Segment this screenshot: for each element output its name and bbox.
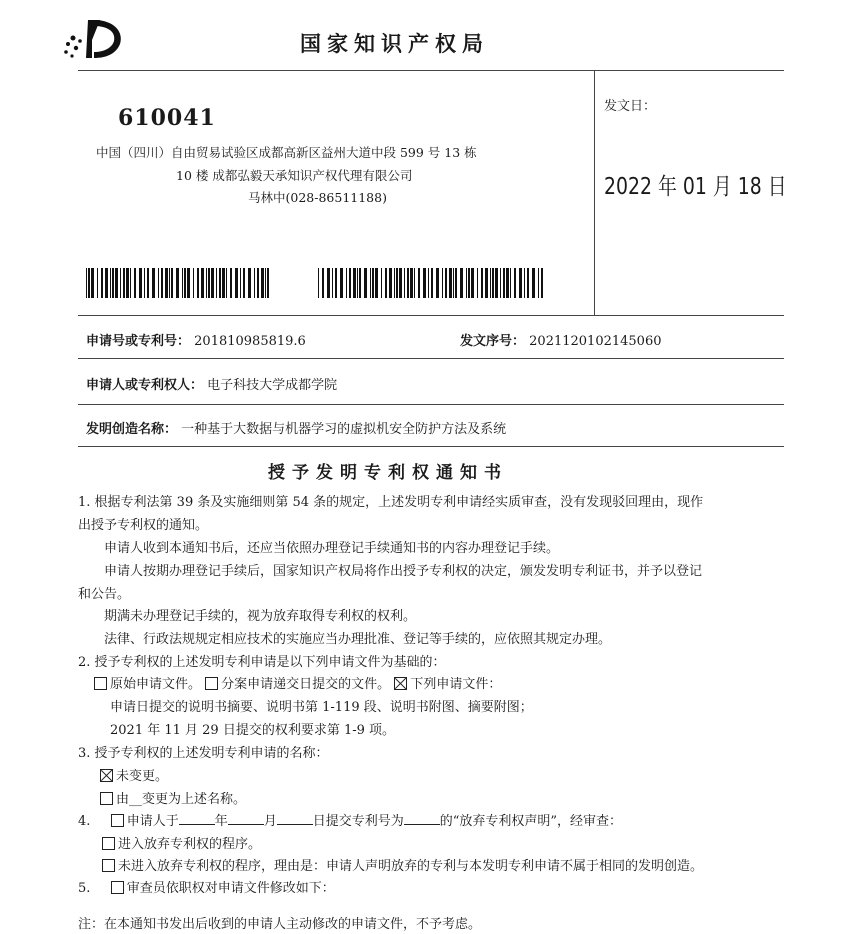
option-label: 由__变更为上述名称。	[116, 792, 247, 807]
checkbox-examiner-amendment[interactable]	[111, 881, 124, 894]
postcode: 610041	[118, 105, 216, 131]
section-3-option	[100, 788, 246, 807]
section-3-title: 3. 授予专利权的上述发明专利申请的名称：	[78, 746, 329, 761]
paragraph-1-line: 申请人按期办理登记手续后，国家知识产权局将作出授予专利权的决定，颁发发明专利证书，并予以登记	[104, 564, 703, 579]
option-label: 下列申请文件：	[410, 677, 502, 692]
invention-title: 一种基于大数据与机器学习的虚拟机安全防护方法及系统	[181, 422, 507, 437]
section-number: 5.	[78, 881, 91, 896]
option-label: 审查员依职权对申请文件修改如下：	[126, 881, 335, 896]
invention-label: 发明创造名称：	[86, 422, 178, 437]
checkbox-following-documents[interactable]	[394, 677, 407, 690]
section-2-detail: 申请日提交的说明书摘要、说明书第 1-119 段、说明书附图、摘要附图；	[110, 700, 533, 715]
checkbox-original-documents[interactable]	[94, 677, 107, 690]
dispatch-date-label: 发文日：	[604, 99, 657, 114]
paragraph-1-line: 法律、行政法规规定相应技术的实施应当办理批准、登记等手续的，应依照其规定办理。	[104, 632, 612, 647]
cnipa-logo-icon	[62, 14, 132, 64]
serial-number: 2021120102145060	[529, 334, 662, 349]
checkbox-title-unchanged[interactable]	[100, 769, 113, 782]
option-label: 进入放弃专利权的程序。	[118, 837, 262, 852]
paragraph-1-line: 和公告。	[78, 587, 131, 602]
section-4-title	[78, 810, 622, 829]
serial-number-label: 发文序号：	[460, 334, 526, 349]
section-5-title	[78, 877, 335, 896]
notice-title: 授予发明专利权通知书	[268, 463, 508, 483]
invention-row	[86, 418, 506, 437]
blank-field	[228, 813, 264, 825]
paragraph-1-line: 1. 根据专利法第 39 条及实施细则第 54 条的规定，上述发明专利申请经实质审查，没有发现驳回理由，现作	[78, 495, 704, 510]
address-line-1: 中国（四川）自由贸易试验区成都高新区益州大道中段 599 号 13 栋	[96, 145, 477, 160]
waiver-text: 日提交专利号为	[312, 814, 404, 829]
footnote: 注：在本通知书发出后收到的申请人主动修改的申请文件，不予考虑。	[78, 917, 482, 932]
waiver-text: 的“放弃专利权声明”，经审查：	[439, 814, 623, 829]
applicant-name: 电子科技大学成都学院	[207, 378, 338, 393]
contact-person: 马林中(028-86511188)	[248, 190, 387, 205]
checkbox-not-enter-waiver[interactable]	[102, 859, 115, 872]
application-number-label: 申请号或专利号：	[86, 334, 191, 349]
office-name: 国家知识产权局	[300, 32, 489, 56]
section-number: 4.	[78, 814, 91, 829]
checkbox-enter-waiver[interactable]	[102, 837, 115, 850]
paragraph-1-line: 申请人收到本通知书后，还应当依照办理登记手续通知书的内容办理登记手续。	[104, 541, 560, 556]
section-4-option	[102, 833, 261, 852]
blank-field	[277, 813, 313, 825]
applicant-label: 申请人或专利权人：	[86, 378, 204, 393]
applicant-row	[86, 374, 337, 393]
application-number-row	[86, 330, 306, 349]
option-label: 分案申请递交日提交的文件。	[221, 677, 391, 692]
option-label: 原始申请文件。	[110, 677, 202, 692]
paragraph-1-line: 期满未办理登记手续的，视为放弃取得专利权的权利。	[104, 609, 417, 624]
section-2-title: 2. 授予专利权的上述发明专利申请是以下列申请文件为基础的：	[78, 655, 446, 670]
serial-number-row	[460, 330, 662, 349]
section-2-options	[94, 673, 501, 692]
dispatch-date: 2022 年 01 月 18 日	[604, 174, 787, 200]
section-4-option	[102, 855, 703, 874]
option-label: 未变更。	[116, 769, 169, 784]
paragraph-1-line: 出授予专利权的通知。	[78, 518, 209, 533]
waiver-text: 申请人于	[126, 814, 179, 829]
option-label: 未进入放弃专利权的程序，理由是：申请人声明放弃的专利与本发明专利申请不属于相同的发明创造。	[118, 859, 704, 874]
blank-field	[404, 813, 440, 825]
checkbox-waiver-declaration[interactable]	[111, 814, 124, 827]
section-3-option	[100, 765, 168, 784]
checkbox-title-changed[interactable]	[100, 792, 113, 805]
barcode-left	[86, 268, 272, 298]
barcode-right	[318, 268, 545, 298]
blank-field	[179, 813, 215, 825]
checkbox-divisional-documents[interactable]	[205, 677, 218, 690]
section-2-detail: 2021 年 11 月 29 日提交的权利要求第 1-9 项。	[110, 723, 396, 738]
application-number: 201810985819.6	[194, 334, 306, 349]
address-line-2: 10 楼 成都弘毅天承知识产权代理有限公司	[176, 168, 413, 183]
waiver-text: 月	[263, 814, 277, 829]
waiver-text: 年	[214, 814, 228, 829]
